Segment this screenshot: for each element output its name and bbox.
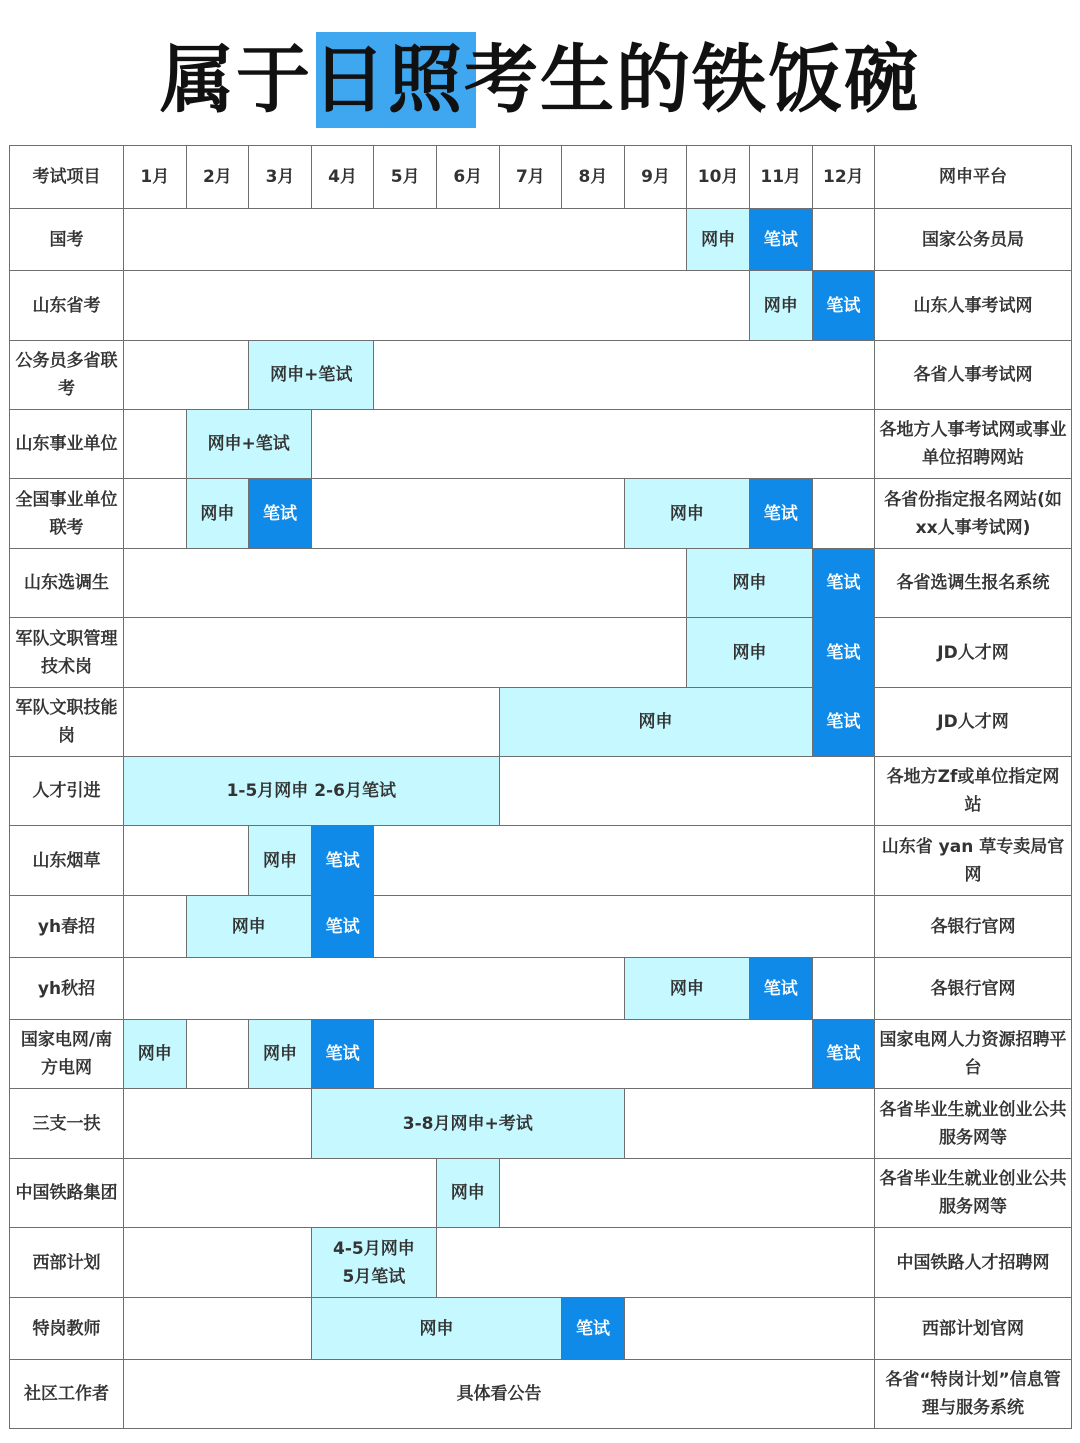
- schedule-apply-cell: 网申: [249, 1020, 312, 1089]
- schedule-cell: [124, 1298, 312, 1360]
- platform-cell: 各省“特岗计划”信息管理与服务系统: [875, 1360, 1072, 1429]
- schedule-exam-cell: 笔试: [812, 688, 875, 757]
- table-row: [10, 826, 1072, 896]
- schedule-apply-cell: 网申: [186, 479, 249, 549]
- schedule-cell: [374, 896, 875, 958]
- table-row: [10, 209, 1072, 271]
- schedule-cell: [624, 1089, 874, 1159]
- platform-cell: 各省选调生报名系统: [875, 549, 1072, 618]
- table-row: [10, 1020, 1072, 1089]
- platform-cell: 各省毕业生就业创业公共服务网等: [875, 1159, 1072, 1228]
- platform-cell: 中国铁路人才招聘网: [875, 1228, 1072, 1298]
- schedule-cell: [812, 209, 875, 271]
- header-month: 2月: [186, 146, 249, 209]
- header-item: 考试项目: [10, 146, 124, 209]
- exam-name: yh秋招: [10, 958, 124, 1020]
- platform-cell: JD人才网: [875, 688, 1072, 757]
- platform-cell: 山东省 yan 草专卖局官网: [875, 826, 1072, 896]
- schedule-exam-cell: 笔试: [749, 479, 812, 549]
- schedule-cell: 具体看公告: [124, 1360, 875, 1429]
- schedule-cell: [124, 410, 187, 479]
- exam-name: 山东烟草: [10, 826, 124, 896]
- header-month: 12月: [812, 146, 875, 209]
- table-row: [10, 479, 1072, 549]
- exam-name: 军队文职管理技术岗: [10, 618, 124, 688]
- schedule-cell: [124, 341, 249, 410]
- schedule-cell: [124, 896, 187, 958]
- schedule-cell: [499, 1159, 875, 1228]
- schedule-apply-cell: 网申: [311, 1298, 561, 1360]
- schedule-apply-cell: 网申: [186, 896, 311, 958]
- title-area: [0, 0, 1080, 140]
- exam-name: 国考: [10, 209, 124, 271]
- schedule-apply-cell: 网申: [436, 1159, 499, 1228]
- platform-cell: 山东人事考试网: [875, 271, 1072, 341]
- table-row: [10, 1159, 1072, 1228]
- schedule-cell: [124, 826, 249, 896]
- header-month: 11月: [749, 146, 812, 209]
- schedule-apply-cell: 网申: [249, 826, 312, 896]
- schedule-cell: [374, 341, 875, 410]
- table-row: [10, 1298, 1072, 1360]
- schedule-exam-cell: 笔试: [812, 1020, 875, 1089]
- exam-name: 人才引进: [10, 757, 124, 826]
- schedule-cell: [124, 688, 500, 757]
- platform-cell: 各省人事考试网: [875, 341, 1072, 410]
- schedule-cell: [311, 410, 874, 479]
- schedule-exam-cell: 笔试: [311, 896, 374, 958]
- schedule-exam-cell: 笔试: [812, 618, 875, 688]
- schedule-apply-cell: 网申: [499, 688, 812, 757]
- schedule-apply-cell: 网申+笔试: [186, 410, 311, 479]
- platform-cell: 各省毕业生就业创业公共服务网等: [875, 1089, 1072, 1159]
- schedule-cell: [436, 1228, 874, 1298]
- exam-name: 三支一扶: [10, 1089, 124, 1159]
- schedule-apply-cell: 网申: [749, 271, 812, 341]
- schedule-exam-cell: 笔试: [249, 479, 312, 549]
- schedule-apply-cell: 网申: [687, 209, 750, 271]
- exam-name: 国家电网/南方电网: [10, 1020, 124, 1089]
- platform-cell: 各银行官网: [875, 896, 1072, 958]
- header-month: 8月: [562, 146, 625, 209]
- schedule-cell: [374, 826, 875, 896]
- schedule-apply-cell: 网申: [624, 958, 749, 1020]
- exam-schedule-table: [9, 145, 1072, 1429]
- schedule-cell: [374, 1020, 812, 1089]
- schedule-cell: [499, 757, 875, 826]
- exam-name: 西部计划: [10, 1228, 124, 1298]
- exam-name: 军队文职技能岗: [10, 688, 124, 757]
- header-month: 9月: [624, 146, 687, 209]
- schedule-cell: [124, 549, 687, 618]
- platform-cell: 各地方人事考试网或事业单位招聘网站: [875, 410, 1072, 479]
- schedule-apply-cell: 网申: [687, 549, 812, 618]
- schedule-cell: [812, 958, 875, 1020]
- header-month: 10月: [687, 146, 750, 209]
- header-month: 5月: [374, 146, 437, 209]
- schedule-cell: [624, 1298, 874, 1360]
- schedule-cell: [124, 1159, 437, 1228]
- table-row: [10, 341, 1072, 410]
- schedule-cell: [124, 1089, 312, 1159]
- exam-name: yh春招: [10, 896, 124, 958]
- schedule-apply-cell: 3-8月网申+考试: [311, 1089, 624, 1159]
- table-row: [10, 958, 1072, 1020]
- schedule-exam-cell: 笔试: [311, 826, 374, 896]
- table-row: [10, 1228, 1072, 1298]
- table-row: [10, 618, 1072, 688]
- schedule-apply-cell: 网申: [687, 618, 812, 688]
- schedule-cell: [186, 1020, 249, 1089]
- schedule-cell: [124, 618, 687, 688]
- schedule-cell: [124, 1228, 312, 1298]
- platform-cell: JD人才网: [875, 618, 1072, 688]
- table-row: [10, 1089, 1072, 1159]
- exam-name: 山东省考: [10, 271, 124, 341]
- schedule-exam-cell: 笔试: [562, 1298, 625, 1360]
- schedule-exam-cell: 笔试: [749, 209, 812, 271]
- schedule-cell: [124, 209, 687, 271]
- schedule-cell: [812, 479, 875, 549]
- header-month: 6月: [436, 146, 499, 209]
- page-title: 属于日照考生的铁饭碗: [160, 37, 920, 123]
- header-month: 4月: [311, 146, 374, 209]
- schedule-cell: [124, 271, 750, 341]
- table-row: [10, 896, 1072, 958]
- exam-name: 公务员多省联考: [10, 341, 124, 410]
- header-platform: 网申平台: [875, 146, 1072, 209]
- schedule-apply-cell: 4-5月网申 5月笔试: [311, 1228, 436, 1298]
- table-row: [10, 1360, 1072, 1429]
- schedule-apply-cell: 网申+笔试: [249, 341, 374, 410]
- table-row: [10, 688, 1072, 757]
- exam-name: 山东事业单位: [10, 410, 124, 479]
- schedule-apply-cell: 网申: [124, 1020, 187, 1089]
- exam-name: 全国事业单位联考: [10, 479, 124, 549]
- schedule-exam-cell: 笔试: [311, 1020, 374, 1089]
- exam-name: 中国铁路集团: [10, 1159, 124, 1228]
- table-row: [10, 757, 1072, 826]
- table-row: [10, 549, 1072, 618]
- schedule-apply-cell: 网申: [624, 479, 749, 549]
- table-row: [10, 271, 1072, 341]
- platform-cell: 各省份指定报名网站(如xx人事考试网): [875, 479, 1072, 549]
- platform-cell: 国家公务员局: [875, 209, 1072, 271]
- schedule-exam-cell: 笔试: [749, 958, 812, 1020]
- exam-name: 山东选调生: [10, 549, 124, 618]
- platform-cell: 各银行官网: [875, 958, 1072, 1020]
- schedule-apply-cell: 1-5月网申 2-6月笔试: [124, 757, 500, 826]
- exam-name: 社区工作者: [10, 1360, 124, 1429]
- schedule-exam-cell: 笔试: [812, 549, 875, 618]
- header-month: 3月: [249, 146, 312, 209]
- schedule-cell: [124, 479, 187, 549]
- platform-cell: 西部计划官网: [875, 1298, 1072, 1360]
- schedule-cell: [311, 479, 624, 549]
- schedule-exam-cell: 笔试: [812, 271, 875, 341]
- schedule-cell: [124, 958, 625, 1020]
- platform-cell: 各地方Zf或单位指定网站: [875, 757, 1072, 826]
- header-month: 1月: [124, 146, 187, 209]
- header-month: 7月: [499, 146, 562, 209]
- exam-name: 特岗教师: [10, 1298, 124, 1360]
- platform-cell: 国家电网人力资源招聘平台: [875, 1020, 1072, 1089]
- table-header-row: [10, 146, 1072, 209]
- table-row: [10, 410, 1072, 479]
